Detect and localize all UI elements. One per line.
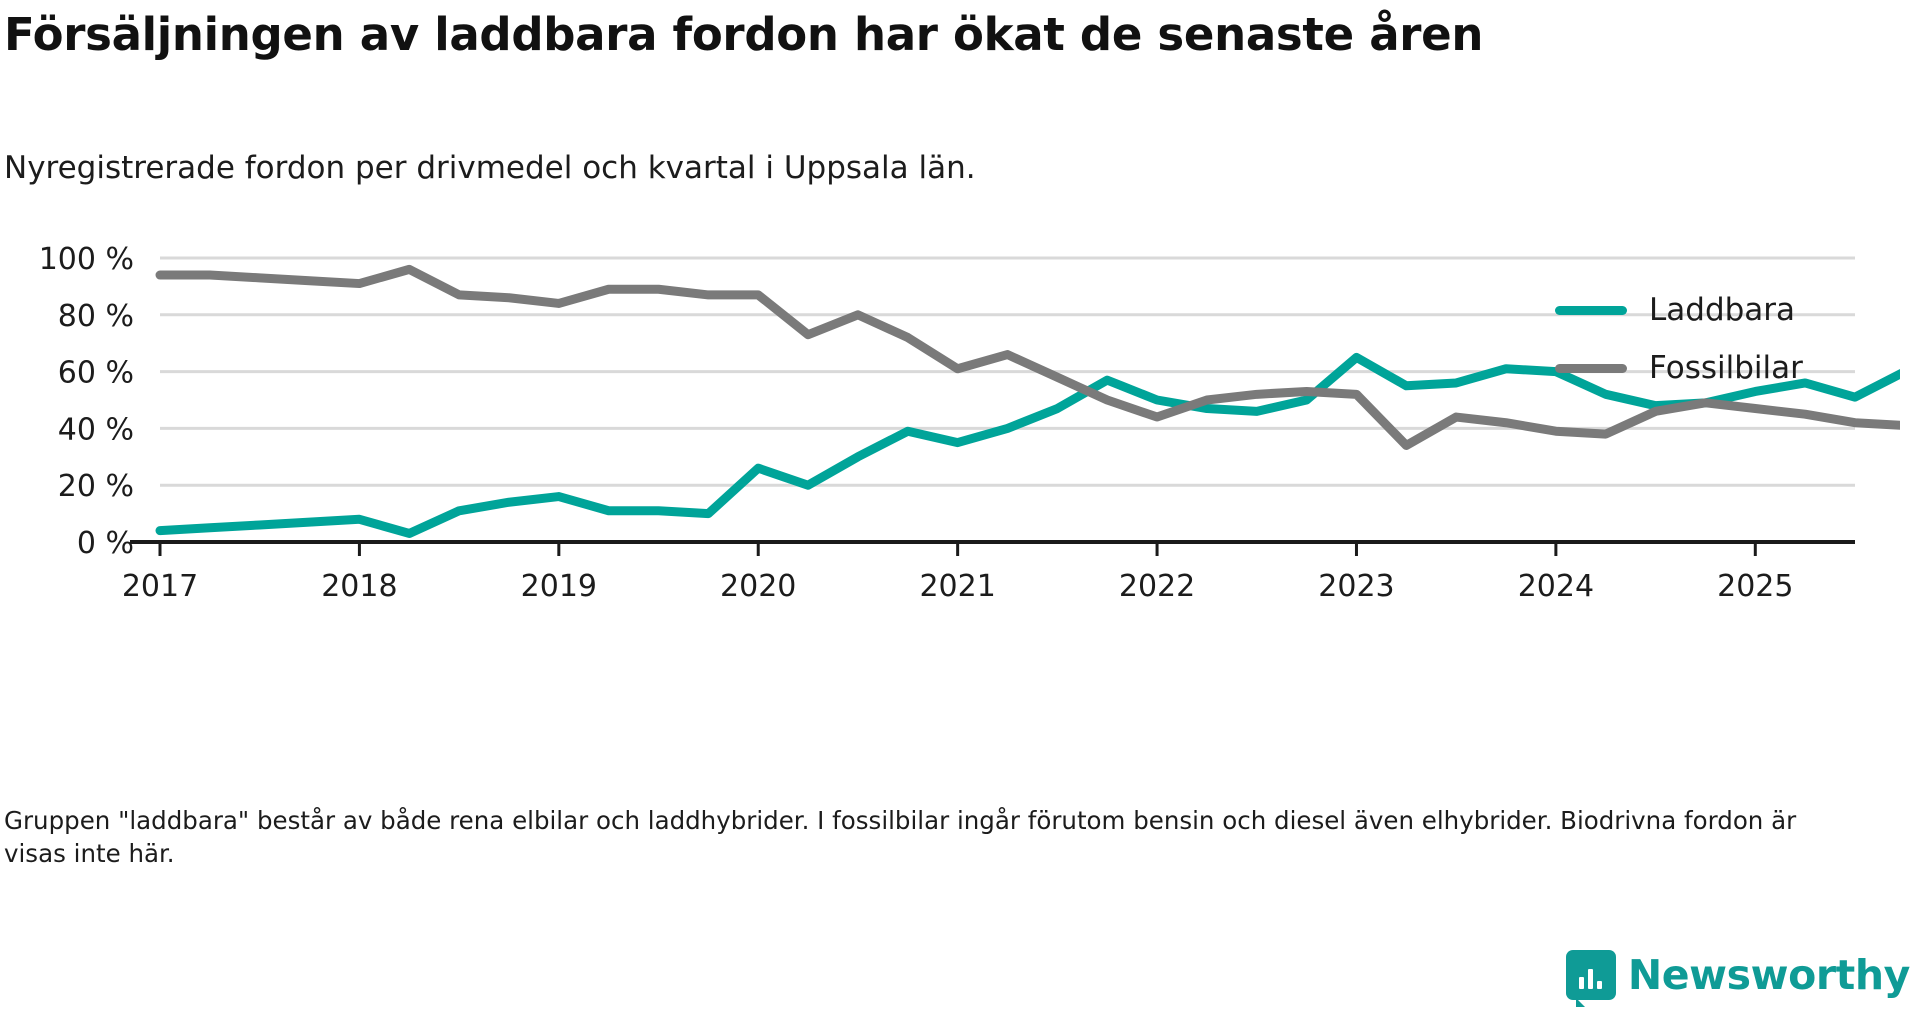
legend-label-fossilbilar: Fossilbilar [1649,350,1803,386]
legend-swatch-fossilbilar [1555,364,1627,373]
svg-text:40 %: 40 % [57,412,134,448]
svg-text:60 %: 60 % [57,355,134,391]
bar-chart-icon [1566,950,1616,1000]
svg-text:2017: 2017 [121,569,199,604]
chart-footnote: Gruppen "laddbara" består av både rena elbilar och laddhybrider. I fossilbilar ingår förutom bensin och diesel även elhybrider. Biodrivna fordon är visas inte här. [4,806,1797,868]
svg-text:20 %: 20 % [57,469,134,505]
legend-swatch-laddbara [1555,306,1627,315]
svg-text:0 %: 0 % [76,526,134,561]
legend-item-laddbara[interactable] [1555,281,1885,339]
svg-text:2025: 2025 [1717,569,1794,604]
svg-text:2019: 2019 [520,569,598,604]
svg-text:2020: 2020 [720,569,797,604]
page-title: Försäljningen av laddbara fordon har ökat de senaste åren [4,8,1484,61]
svg-text:2022: 2022 [1118,569,1196,604]
brand-logo [1566,950,1910,1000]
brand-name: Newsworthy [1627,951,1910,999]
svg-text:100 %: 100 % [38,242,134,277]
legend-label-laddbara: Laddbara [1649,292,1796,328]
svg-text:80 %: 80 % [57,298,134,334]
svg-text:2023: 2023 [1318,569,1395,604]
legend-item-fossilbilar[interactable] [1555,339,1885,397]
chart-legend [1555,281,1885,397]
page-subtitle: Nyregistrerade fordon per drivmedel och kvartal i Uppsala län. [4,150,976,186]
svg-text:2024: 2024 [1517,569,1595,604]
svg-text:2021: 2021 [919,569,996,604]
svg-text:2018: 2018 [321,569,398,604]
